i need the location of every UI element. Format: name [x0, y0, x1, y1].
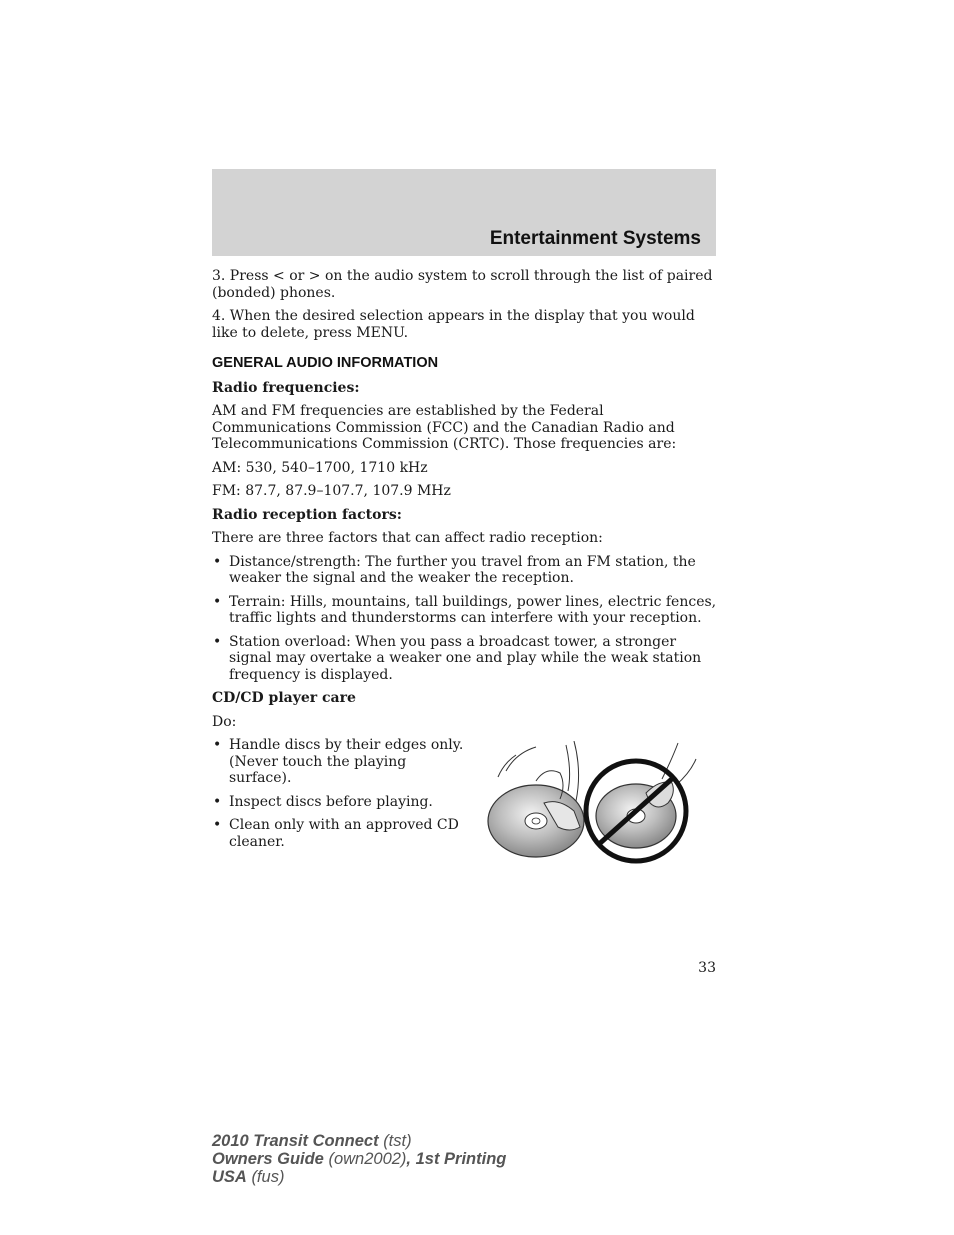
do-label: Do: [212, 713, 237, 730]
cd-handling-illustration [486, 741, 706, 866]
reception-factors-heading: Radio reception factors: [212, 506, 402, 523]
list-item-text: Distance/strength: The further you travel from an FM station, the weaker the signal and the weaker the reception. [229, 553, 696, 586]
list-item [212, 634, 718, 684]
bullet-icon: • [213, 553, 222, 570]
footer-market: USA [212, 1168, 247, 1186]
cd-care-section [212, 737, 718, 850]
list-item-text: Handle discs by their edges only. (Never touch the playing surface). [229, 737, 464, 786]
reception-intro: There are three factors that can affect radio reception: [212, 530, 603, 546]
footer-line-1 [212, 1132, 506, 1150]
list-item [212, 817, 464, 850]
reception-factors-list [212, 554, 718, 684]
footer [212, 1132, 506, 1186]
list-item-text: Station overload: When you pass a broadcast tower, a stronger signal may overtake a weaker one and play while the weak station frequency is displayed. [229, 633, 702, 683]
footer-market-code: (fus) [251, 1168, 285, 1186]
cd-do-list [212, 737, 464, 850]
footer-guide-code: (own2002) [328, 1150, 407, 1168]
list-item [212, 554, 718, 587]
bullet-icon: • [213, 633, 222, 650]
list-item [212, 794, 464, 811]
correct-handling-disc [488, 741, 584, 857]
list-item [212, 737, 464, 787]
cd-care-heading: CD/CD player care [212, 690, 356, 706]
bullet-icon: • [213, 737, 222, 753]
bullet-icon: • [213, 793, 222, 810]
section-header-bar [212, 169, 716, 256]
step-3: 3. Press < or > on the audio system to scroll through the list of paired (bonded) phones. [212, 268, 713, 301]
footer-printing: , 1st Printing [406, 1150, 507, 1168]
footer-line-2 [212, 1150, 506, 1168]
footer-guide: Owners Guide [212, 1150, 324, 1168]
radio-frequencies-heading: Radio frequencies: [212, 379, 360, 396]
section-title: Entertainment Systems [489, 228, 701, 249]
list-item-text: Terrain: Hills, mountains, tall buildings, power lines, electric fences, traffic lights and thunderstorms can interfere with your reception. [229, 593, 717, 626]
radio-frequencies-text: AM and FM frequencies are established by the Federal Communications Commission (FCC) and the Canadian Radio and Telecommunications Commission (CRTC). Those frequencies are: [212, 403, 677, 452]
general-audio-heading: GENERAL AUDIO INFORMATION [212, 355, 439, 371]
fm-frequencies: FM: 87.7, 87.9–107.7, 107.9 MHz [212, 483, 451, 499]
footer-model: 2010 Transit Connect [212, 1132, 379, 1150]
list-item-text: Inspect discs before playing. [229, 793, 433, 810]
step-4: 4. When the desired selection appears in the display that you would like to delete, press MENU. [212, 308, 695, 341]
bullet-icon: • [213, 817, 222, 833]
page-content [212, 268, 718, 857]
am-frequencies: AM: 530, 540–1700, 1710 kHz [212, 459, 428, 476]
bullet-icon: • [213, 593, 222, 610]
list-item [212, 594, 718, 627]
footer-model-code: (tst) [383, 1132, 412, 1150]
footer-line-3 [212, 1168, 506, 1186]
list-item-text: Clean only with an approved CD cleaner. [229, 817, 459, 850]
page-number: 33 [698, 960, 716, 976]
